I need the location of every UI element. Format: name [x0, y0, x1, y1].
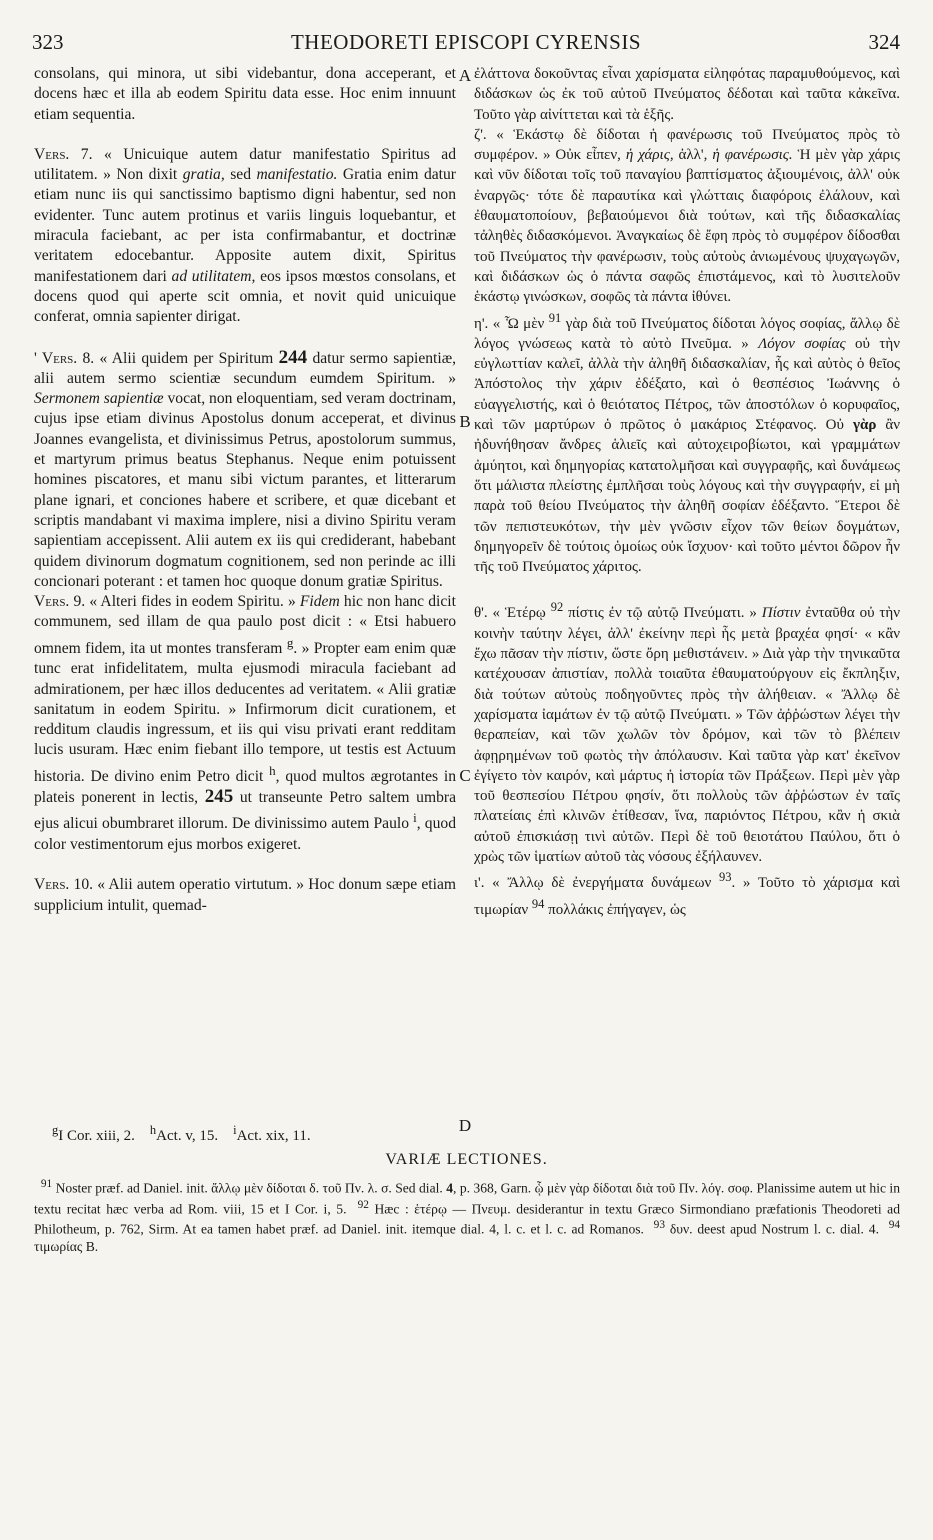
page-number-left: 323	[32, 30, 64, 54]
text: . » Τοῦτο τὸ χάρισμα καὶ τιμωρίαν	[474, 875, 901, 918]
text: ἐνταῦθα οὐ τὴν κοινὴν ταύτην λέγει, ἀλλ' ἐκείνην περὶ ἧς μετὰ βραχέα φησί· « κἂν ἔχω πᾶσαν τὴν πίστιν, ὥστε ὄρη μεθιστάνειν. » Διὰ γὰρ τὴν τηνικαῦτα κατέχουσαν ἀπιστίαν, πολλὰ τοιαῦτα ἐθαυματούργουν εἰς ἔκπληξιν, διὰ τούτων αὐτοὺς ποδηγοῦντες πρὸς τὴν ἀλήθειαν. « Ἄλλῳ δὲ χαρίσματα ἰαμάτων ἐν τῷ αὐτῷ Πνεύματι. » Τῶν ἀῤῥώστων λέγει τὴν θεραπείαν, καὶ τῶν χωλῶν τὸν δρόμον, καὶ τῶν τὸ βλέπειν ἀφῃρημένων τοῦ φωτὸς τὴν ἀπόλαυσιν. Καὶ ταῦτα γὰρ κατ' ἐκεῖνον ἐγίγετο τὸν καιρόν, καὶ μάρτυς ἡ ἱστορία τῶν Πράξεων. Περὶ μὲν γὰρ τοῦ θεσπεσίου Πέτρου φησίν, ὅτι πολλοὺς τῶν ἀῤῥώστων ἐν ταῖς πλατείαις ἐπὶ κλινῶν ἐτίθεσαν, ἵνα, παριόντος Πέτρου, κἂν ἡ σκιὰ αὐτοῦ ἐπισκιάσῃ τινὶ αὐτῶν. Περὶ δὲ τοῦ θειοτάτου Παύλου, ὅτι ὁ χρὼς τῶν ἱματίων αὐτοῦ τὰς νόσους ἐξήλαυνεν.	[474, 605, 901, 865]
footnote-mark: i	[233, 1123, 237, 1137]
footnote-h: Act. v, 15.	[156, 1128, 219, 1144]
latin-paragraph-vers-9	[34, 592, 456, 855]
text: ἂν ἠδυνήθησαν ἄνδρες ἁλιεῖς καὶ αὐτοχειροβίωτοι, καὶ γραμμάτων ἀμύητοι, καὶ δημηγορίας κατατολμῆσαι καὶ συγγραφῆς, καὶ δυνάμεως ὅτι μάλιστα πλείστης ἐμπλῆσαι τοὺς λόγους καὶ τὴν συγγραφήν, εἰ μὴ παρὰ τοῦ θείου Πνεύματος τὴν ἀληθῆ σοφίαν ἐδέξαντο. Ἕτεροι δὲ τῶν πεπιστευκότων, τὴν μὲν γνῶσιν εἶχον τῶν θείων δογμάτων, δημηγορεῖν δὲ τούτοις ὁμοίως οὐκ ἴσχυον· καὶ τοῦτο μέντοι δῶρον ἦν τῆς τοῦ Πνεύματος χάριτος.	[474, 417, 900, 576]
italic-text: Λόγον σοφίας	[758, 335, 846, 352]
greek-paragraph-10	[474, 867, 900, 920]
text: ζ'. « Ἑκάστῳ δὲ δίδοται ἡ φανέρωσις τοῦ Πνεύματος πρὸς τὸ συμφέρον. » Οὐκ εἶπεν,	[474, 126, 900, 164]
variant-text: Noster præf. ad Daniel. init. ἄλλῳ μὲν δίδοται δ. τοῦ Πν. λ. σ. Sed dial.	[55, 1180, 443, 1196]
footnotes	[52, 1123, 912, 1145]
text: , quod color vestimentorum ejus morbos exigeret.	[34, 815, 456, 853]
greek-column	[474, 64, 900, 920]
text: hic non hanc dicit communem, sed illam de qua paulo post dicit : « Etsi habuero omnem fidem, ita ut montes transferam	[34, 593, 456, 657]
text: η'. « Ὧ μὲν	[474, 315, 545, 332]
spacer	[34, 328, 456, 348]
text: . » Propter eam enim quæ tunc erat infidelitatem, multa ejusmodi miracula faciebant ad admirationem, per hæc illos deducentes ad veritatem. « Alii gratiæ sanitatum in eodem Spiritu. » Infirmorum dicit curationem, et redditum claudis ingressum, et iis qui visu privati erant redditam lucis usuram. Hæc enim fiebant illo tempore, ut testis est Actuum historia. De divino enim Petro dicit	[34, 639, 456, 785]
footnote-ref: i	[413, 810, 417, 826]
spacer	[34, 125, 456, 145]
latin-paragraph-vers-10	[34, 875, 456, 916]
text: « Alii quidem per Spiritum	[99, 349, 274, 367]
variant-ref: 92	[550, 600, 564, 615]
page-number-right: 324	[868, 30, 900, 54]
text: ἀλλ',	[678, 147, 708, 164]
greek-paragraph-8	[474, 308, 900, 578]
running-header	[32, 30, 900, 60]
section-marker-b: B	[459, 412, 471, 431]
text: Ἡ μὲν γὰρ χάρις καὶ νῦν δίδοται τοῖς τοῦ παναγίου βαπτίσματος ἀξιουμένοις, ἀλλ' οὐκ ἐναργῶς· τότε δὲ παραυτίκα καὶ γλώτταις διαφόροις ἐλάλουν, καὶ ἐθαυματοποίουν, βεβαιούμενοι διὰ τούτων, καὶ τῆς διδασκαλίας τἀληθὲς διδασκόμενοι. Ἀναγκαίως δὲ ἔφη πρὸς τὸ συμφέρον δίδοσθαι τοῦ Πνεύματος τὴν φανέρωσιν, τοὺς αὐτοὺς ἀνιωμένους ψυχαγωγῶν, καὶ διδάσκων ὡς ὁ πάντα σαφῶς ἐπιστάμενος, καὶ τὸ λυσιτελοῦν ἑκάστῳ γινώσκων, σοφῶς τὰ πάντα ἰθύνει.	[474, 147, 901, 306]
latin-paragraph-vers-8	[34, 348, 456, 593]
original-page-number: 245	[204, 786, 234, 808]
variant-number: 92	[357, 1198, 369, 1211]
italic-text: Fidem	[299, 593, 340, 611]
bold-text: 4	[446, 1180, 454, 1196]
running-title: THEODORETI EPISCOPI CYRENSIS	[290, 30, 642, 54]
text: θ'. « Ἑτέρῳ	[474, 605, 546, 622]
footnote-i: Act. xix, 11.	[236, 1128, 311, 1144]
footnote-ref: h	[269, 762, 276, 778]
variae-lectiones-heading: VARIÆ LECTIONES.	[385, 1151, 548, 1168]
latin-column	[34, 64, 456, 916]
text: πολλάκις ἐπήγαγεν, ὡς	[548, 901, 686, 918]
greek-paragraph-9	[474, 597, 900, 867]
variant-ref: 94	[531, 896, 545, 911]
text: « Alii autem operatio virtutum. » Hoc donum sæpe etiam supplicium intulit, quemad-	[34, 876, 456, 914]
bold-text: γὰρ	[852, 417, 877, 434]
section-marker-a: A	[458, 66, 472, 85]
text: datur sermo sapientiæ, alii autem sermo scientiæ secundum eumdem Spiritum. »	[34, 349, 457, 387]
variant-ref: 93	[719, 870, 732, 885]
verse-label: ' Vers. 8.	[34, 349, 95, 367]
text: γὰρ διὰ τοῦ Πνεύματος δίδοται λόγος σοφίας, ἄλλῳ δὲ λόγος γνώσεως κατὰ τὸ αὐτὸ Πνεῦμα. »	[474, 315, 901, 352]
variant-number: 91	[40, 1178, 53, 1190]
text: « Alteri fides in eodem Spiritu. »	[89, 593, 296, 611]
text: πίστις ἐν τῷ αὐτῷ Πνεύματι. »	[568, 605, 757, 622]
italic-text: ἡ φανέρωσις.	[712, 147, 793, 164]
verse-label: Vers. 10.	[34, 876, 94, 894]
italic-text: ἡ χάρις,	[625, 147, 674, 164]
footnote-mark: g	[52, 1123, 59, 1137]
text: , quod multos ægrotantes in plateis ponerent in lectis,	[34, 767, 456, 807]
section-marker-d: D	[458, 1116, 472, 1135]
variant-text: Hæc : ἑτέρῳ — Πνευμ. desiderantur in textu Græco Sirmondiano præfationis Theodoreti ad Philotheum, p. 762, Sirm. At ea tamen habet præf. ad Daniel. init. itemque dial. 4, l. c. et l. c. ad Romanos.	[34, 1201, 900, 1237]
italic-text: gratia,	[182, 166, 225, 184]
text: « Unicuique autem datur manifestatio Spiritus ad utilitatem. » Non dixit	[34, 145, 456, 184]
variant-text: , p. 368, Garn. ᾧ μὲν γὰρ δίδοται διὰ τοῦ Πν. λόγ. σοφ. Planissime autem ut hic in textu recitat hæc verba ad Rom. viii, 15 et I Cor. i, 5.	[34, 1180, 901, 1217]
text: sed	[230, 166, 251, 184]
section-marker-c: C	[459, 766, 471, 785]
text: Gratia enim datur etiam nunc iis qui sanctissimo baptismo digni habentur, sed non evidenter. Tunc autem protinus et variis linguis loquebantur, et miracula faciebant, ac per ista confirmabantur, et doctrinæ veritatem edocebantur. Apposite autem dixit, Spiritus manifestationem dari	[34, 166, 456, 285]
variant-text: δυν. deest apud Nostrum l. c. dial. 4.	[669, 1221, 879, 1237]
footnote-g: I Cor. xiii, 2.	[58, 1128, 135, 1144]
text: οὐ τὴν εὐγλωττίαν καλεῖ, ἀλλὰ τὴν ἀληθῆ διδασκαλίαν, ἧς καὶ αὐτὸς ὁ θεῖος Ἀπόστολος τὴν χάριν ἐδέξατο, καὶ ὁ θεσπέσιος Ἰωάννης ὁ εὐαγγελιστής, καὶ ὁ θειότατος Πέτρος, τῶν ἀποστόλων ὁ κορυφαῖος, καὶ τῶν μαρτύρων ὁ πρῶτος ὁ μακάριος Στέφανος. Οὐ	[474, 335, 901, 434]
variant-text: τιμωρίας B.	[34, 1238, 99, 1254]
italic-text: Sermonem sapientiæ	[34, 390, 164, 408]
footnote-mark: h	[149, 1123, 157, 1137]
variant-readings	[34, 1176, 900, 1255]
italic-text: ad utilitatem,	[171, 267, 256, 285]
spacer	[474, 577, 900, 597]
italic-text: Πίστιν	[761, 605, 801, 622]
latin-paragraph: consolans, qui minora, ut sibi videbantur, dona acceperant, et docens hæc et illa ab eodem Spiritu data esse. Hoc enim innuunt etiam sequentia.	[34, 65, 456, 123]
variant-ref: 91	[548, 310, 562, 325]
variant-number: 93	[653, 1219, 665, 1232]
footnote-ref: g	[286, 634, 294, 650]
variant-number: 94	[888, 1219, 901, 1232]
text: ι'. « Ἄλλῳ δὲ ἐνεργήματα δυνάμεων	[474, 875, 712, 892]
text: eos ipsos mœstos consolans, et docens quod qui aperte scit omnia, et novit quid unicuique conferat, omnia sapienter dirigat.	[34, 267, 456, 326]
greek-paragraph: ἐλάττονα δοκοῦντας εἶναι χαρίσματα εἰληφότας παραμυθούμενος, καὶ διδάσκων ὡς ἐκ τοῦ αὐτοῦ Πνεύματος δέδοται καὶ ταῦτα κἀκεῖνα. Τοῦτο γὰρ αἰνίττεται καὶ τὰ ἑξῆς.	[474, 66, 900, 123]
spacer	[34, 855, 456, 875]
verse-label: Vers. 9.	[34, 593, 86, 611]
text: vocat, non eloquentiam, sed veram doctrinam, cujus ipse etiam divinus Apostolus donum acceperat, et divinus Joannes evangelista, et divinissimus Petrus, apostolorum summus, et martyrum primus beatus Stephanus. Neque enim potuissent homines piscatores, et manu sibi victum parantes, et litterarum plane ignari, et conciones habere et scribere, et quæ dicebant et scriptis mandabant vi maxima implere, nisi a divino Spiritu veram sapientiam accepissent. Alii autem ex iis qui crediderant, habebant quidem divinorum dogmatum cognitionem, sed non perinde ac illi concionari poterant : et tamen hoc quoque donum gratiæ Spiritus.	[34, 390, 456, 590]
original-page-number: 244	[278, 346, 308, 368]
greek-paragraph-7	[474, 125, 900, 308]
latin-paragraph-vers-7	[34, 145, 456, 328]
italic-text: manifestatio.	[256, 166, 338, 184]
verse-label: Vers. 7.	[34, 145, 93, 163]
text: ut transeunte Petro saltem umbra ejus alicui obumbraret illorum. De divinissimo autem Paulo	[34, 789, 456, 833]
